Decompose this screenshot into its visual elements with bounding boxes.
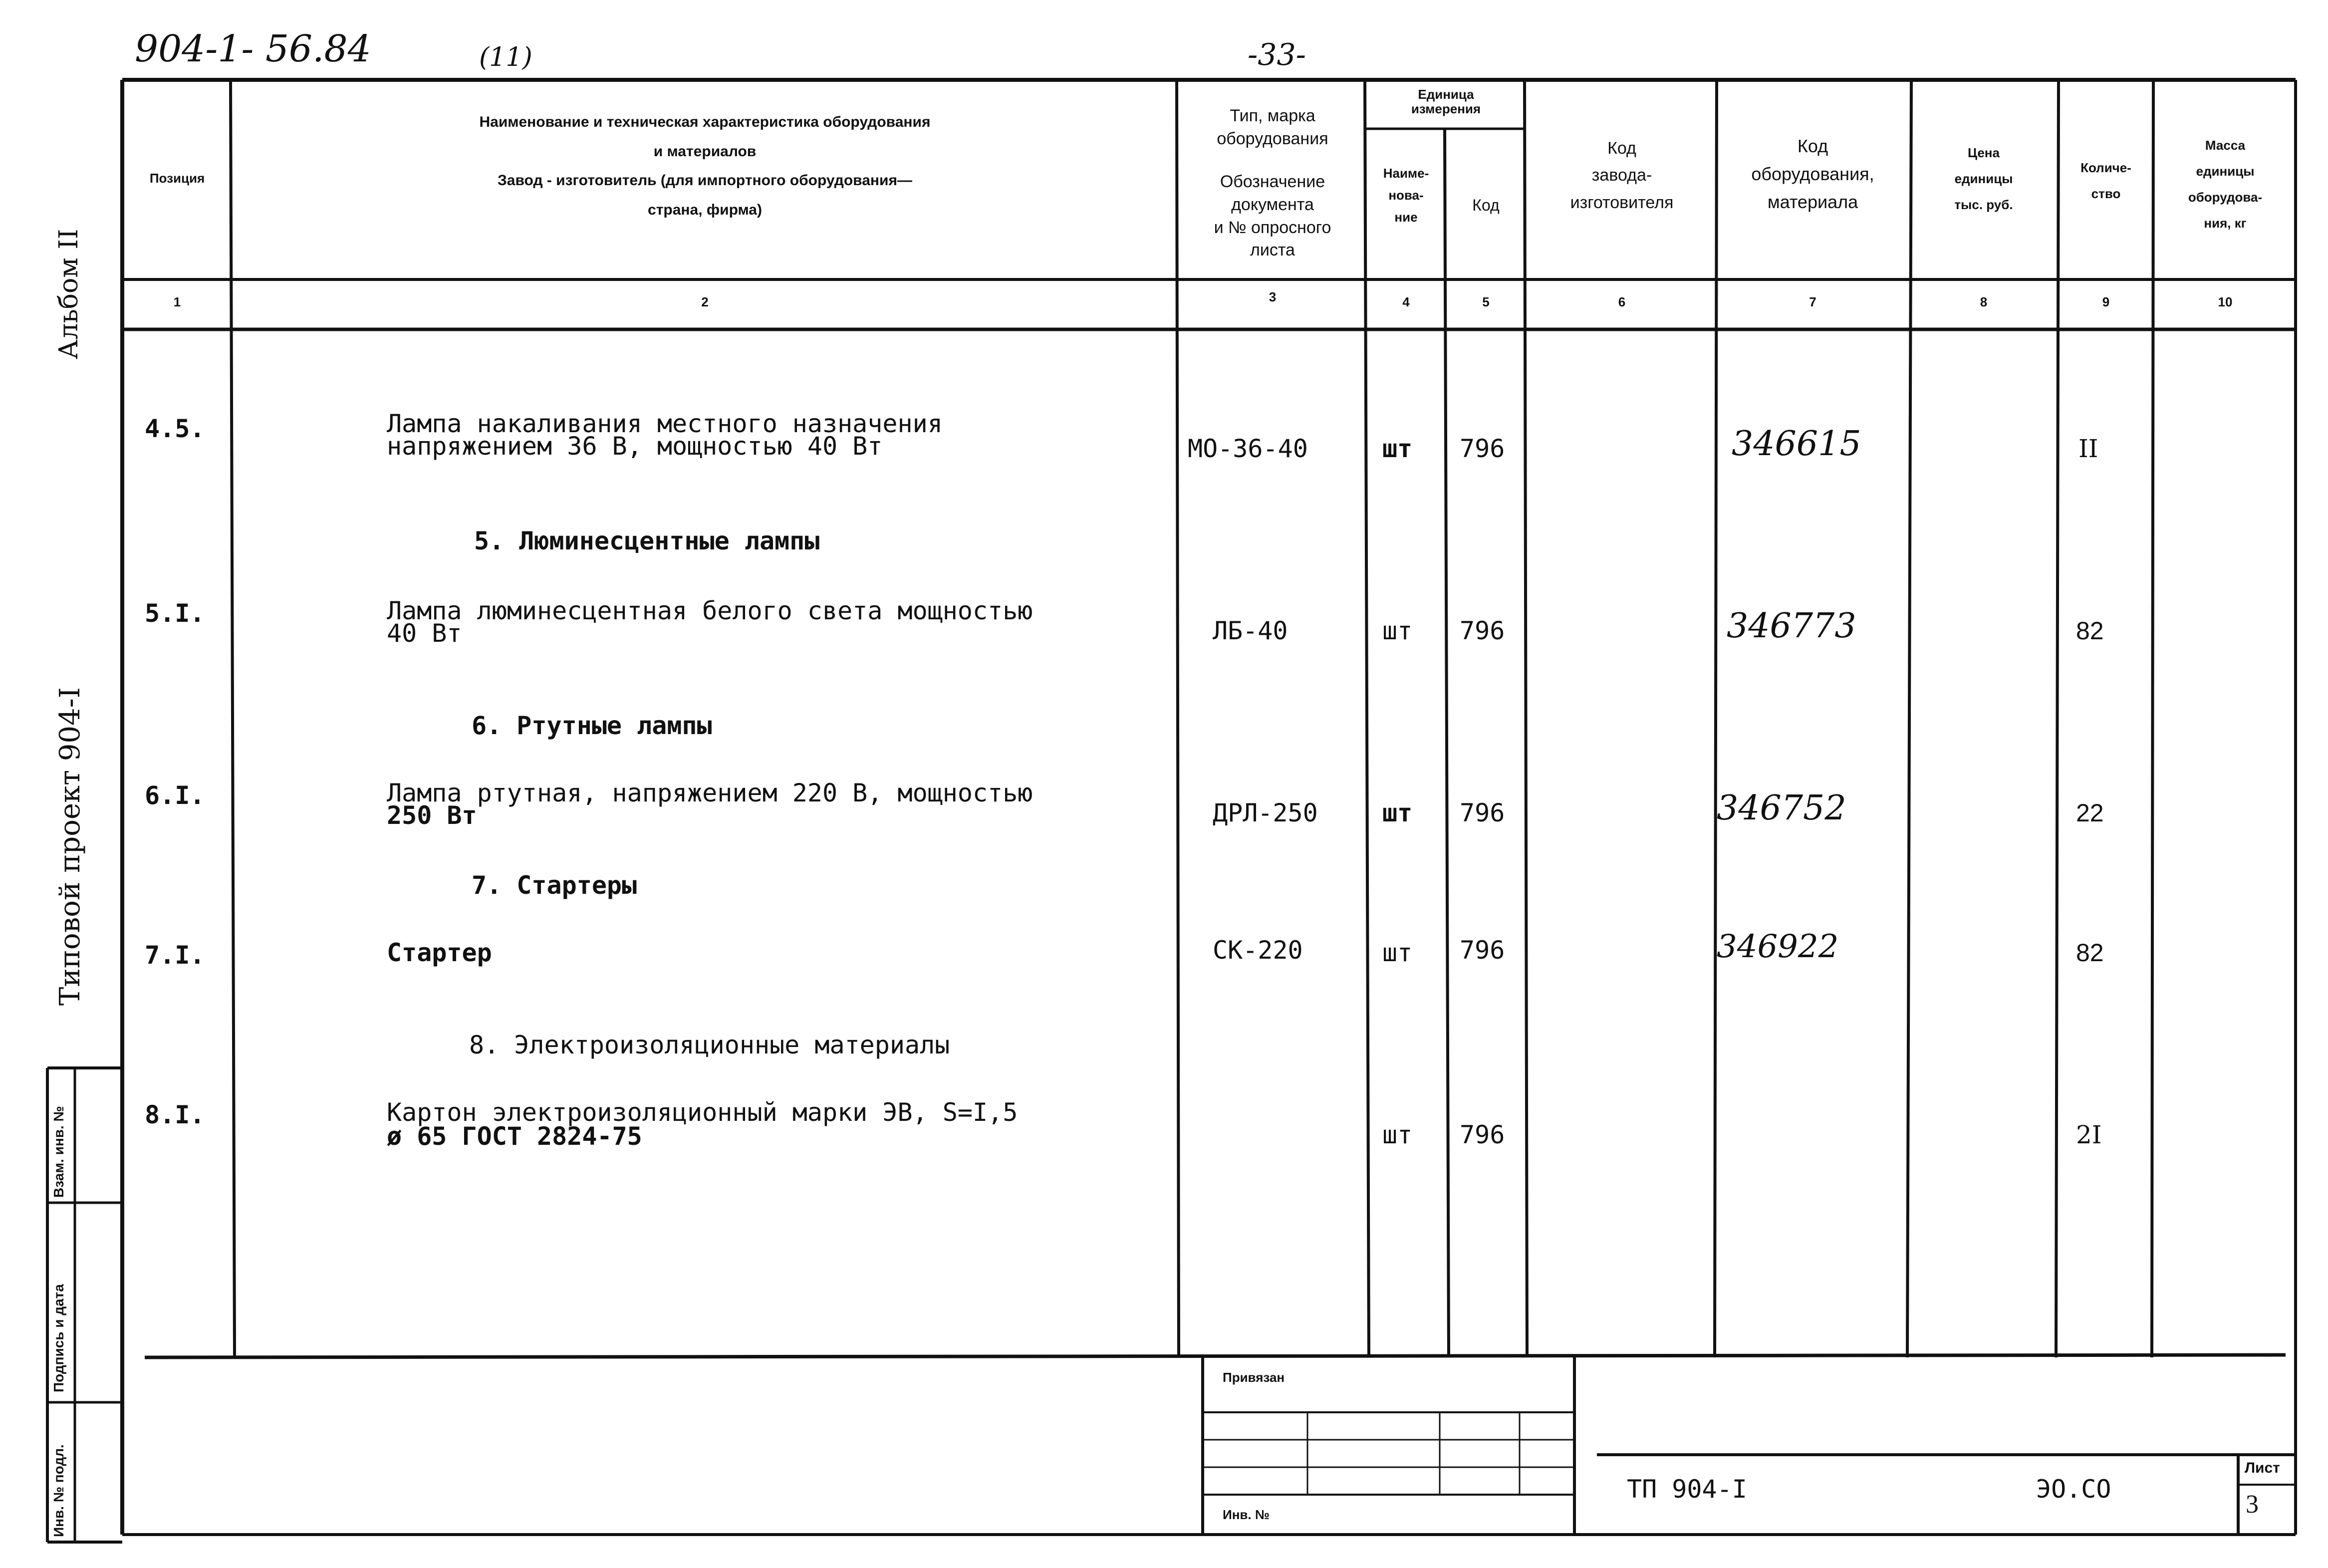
row-type: ДРЛ-250: [1213, 798, 1318, 827]
header-equip-line2: оборудования,: [1751, 163, 1874, 184]
row-name-line2: напряжением 36 В, мощностью 40 Вт: [387, 432, 883, 461]
stamp-doc-suffix: ЭО.СО: [2036, 1475, 2111, 1504]
colnum-4: 4: [1402, 294, 1410, 309]
row-unit: шт: [1382, 1120, 1413, 1149]
section-heading: 6. Ртутные лампы: [472, 711, 712, 740]
stamp-original-inv: Инв. № подл.: [51, 1444, 66, 1537]
row-type: ЛБ-40: [1213, 616, 1288, 645]
stamp-sheet-number: 3: [2246, 1490, 2259, 1519]
row-qty: II: [2078, 434, 2098, 463]
header-factory-line3: изготовителя: [1570, 193, 1674, 212]
row-qty: 82: [2076, 939, 2104, 967]
page-number: -33-: [1248, 37, 1306, 72]
header-equip-code: [1717, 132, 1909, 216]
row-qty: 82: [2076, 617, 2104, 645]
row-position: 4.5.: [145, 414, 205, 443]
header-equip-line3: материала: [1767, 191, 1858, 212]
colnum-5: 5: [1482, 294, 1490, 309]
header-price-line3: тыс. руб.: [1954, 197, 2013, 212]
header-unit-code: Код: [1472, 196, 1500, 214]
header-qty: [2059, 155, 2153, 207]
row-position: 5.I.: [145, 599, 205, 628]
header-type-line5: и № опросного: [1214, 218, 1331, 237]
header-price: [1911, 140, 2056, 218]
row-name-line2: ø 65 ГОСТ 2824-75: [387, 1122, 642, 1151]
row-unit-code: 796: [1460, 936, 1505, 965]
header-type-line6: листа: [1250, 241, 1295, 260]
row-qty: 22: [2076, 799, 2104, 827]
header-name-line1: Наименование и техническая характеристика оборудования: [479, 114, 931, 130]
header-equip-line1: Код: [1797, 136, 1828, 156]
header-unit-name-line1: Наиме-: [1383, 166, 1429, 181]
stamp-sheet-label: Лист: [2245, 1460, 2280, 1476]
header-factory-line2: завода-: [1591, 166, 1652, 185]
row-unit-code: 796: [1460, 1120, 1505, 1149]
row-unit: шт: [1382, 434, 1413, 463]
row-unit: шт: [1382, 798, 1413, 827]
header-name-line2: и материалов: [653, 143, 757, 160]
header-unit-name: [1367, 162, 1445, 229]
row-name-line1: Картон электроизоляционный марки ЭВ, S=I,5: [387, 1098, 1018, 1127]
row-name-line1: Стартер: [387, 938, 492, 967]
row-name-line2: 250 Вт: [387, 801, 477, 830]
header-factory-code: [1527, 135, 1717, 216]
row-name-line1: Лампа накаливания местного назначения: [387, 409, 943, 438]
row-position: 7.I.: [145, 941, 205, 970]
row-position: 6.I.: [145, 781, 205, 810]
section-heading: 5. Люминесцентные лампы: [474, 526, 820, 555]
row-name-line2: 40 Вт: [387, 619, 462, 648]
stamp-signature-date: Подпись и дата: [51, 1284, 66, 1392]
row-equip-code: 346752: [1717, 788, 1846, 828]
header-qty-line2: ство: [2091, 186, 2121, 201]
row-unit-code: 796: [1460, 798, 1505, 827]
stamp-linked-label: Привязан: [1223, 1370, 1285, 1385]
row-unit: шт: [1382, 938, 1413, 967]
stamp-doc-code: ТП 904-I: [1627, 1475, 1747, 1504]
colnum-7: 7: [1809, 294, 1816, 309]
header-type-line4: документа: [1231, 195, 1314, 214]
row-equip-code: 346615: [1732, 424, 1861, 464]
colnum-8: 8: [1980, 294, 1988, 309]
header-factory-line1: Код: [1607, 139, 1636, 158]
header-name-line4: страна, фирма): [648, 201, 762, 218]
header-unit-name-line2: нова-: [1388, 188, 1424, 203]
header-name-line3: Завод - изготовитель (для импортного оборудования—: [498, 172, 912, 189]
row-unit: шт: [1382, 616, 1413, 645]
header-mass-line2: единицы: [2196, 164, 2255, 179]
colnum-3: 3: [1269, 289, 1277, 304]
header-price-line2: единицы: [1954, 171, 2013, 186]
colnum-2: 2: [701, 294, 709, 309]
stamp-inv-label: Инв. №: [1223, 1507, 1270, 1522]
row-qty: 2I: [2076, 1120, 2102, 1149]
header-type-line2: оборудования: [1217, 129, 1328, 148]
header-price-line1: Цена: [1968, 145, 2000, 160]
row-name-line1: Лампа люминесцентная белого света мощностью: [387, 596, 1033, 625]
header-type: [1180, 105, 1365, 262]
colnum-9: 9: [2102, 294, 2110, 309]
row-type: СК-220: [1213, 936, 1303, 965]
colnum-1: 1: [173, 294, 181, 309]
row-unit-code: 796: [1460, 616, 1505, 645]
header-mass-line3: оборудова-: [2188, 190, 2263, 205]
album-label: Альбом II: [54, 229, 84, 359]
header-unit-line2: измерения: [1411, 101, 1481, 116]
header-name: [235, 112, 1175, 220]
header-qty-line1: Количе-: [2080, 160, 2131, 175]
header-mass-line4: ния, кг: [2204, 216, 2247, 231]
stamp-replaced-inv: Взам. инв. №: [51, 1106, 66, 1198]
row-unit-code: 796: [1460, 434, 1505, 463]
sheet-note: (11): [479, 42, 532, 72]
project-label: Типовой проект 904-I: [54, 687, 86, 1006]
colnum-10: 10: [2218, 294, 2233, 309]
header-unit-line1: Единица: [1418, 87, 1474, 102]
row-equip-code: 346773: [1727, 606, 1856, 646]
row-equip-code: 346922: [1717, 928, 1839, 965]
header-type-line1: Тип, марка: [1230, 106, 1315, 125]
header-type-line3: Обозначение: [1220, 172, 1325, 191]
header-mass-line1: Масса: [2205, 138, 2246, 153]
project-code: 904-1- 56.84: [135, 27, 371, 70]
section-heading: 7. Стартеры: [472, 871, 637, 900]
header-mass: [2155, 132, 2296, 236]
colnum-6: 6: [1618, 294, 1626, 309]
section-heading: 8. Электроизоляционные материалы: [469, 1031, 950, 1059]
row-name-line1: Лампа ртутная, напряжением 220 В, мощностью: [387, 779, 1033, 807]
header-unit-group: [1367, 87, 1525, 116]
row-type: МО-36-40: [1188, 434, 1308, 463]
row-position: 8.I.: [145, 1100, 205, 1129]
header-position: Позиция: [149, 171, 205, 186]
header-unit-name-line3: ние: [1394, 210, 1418, 225]
